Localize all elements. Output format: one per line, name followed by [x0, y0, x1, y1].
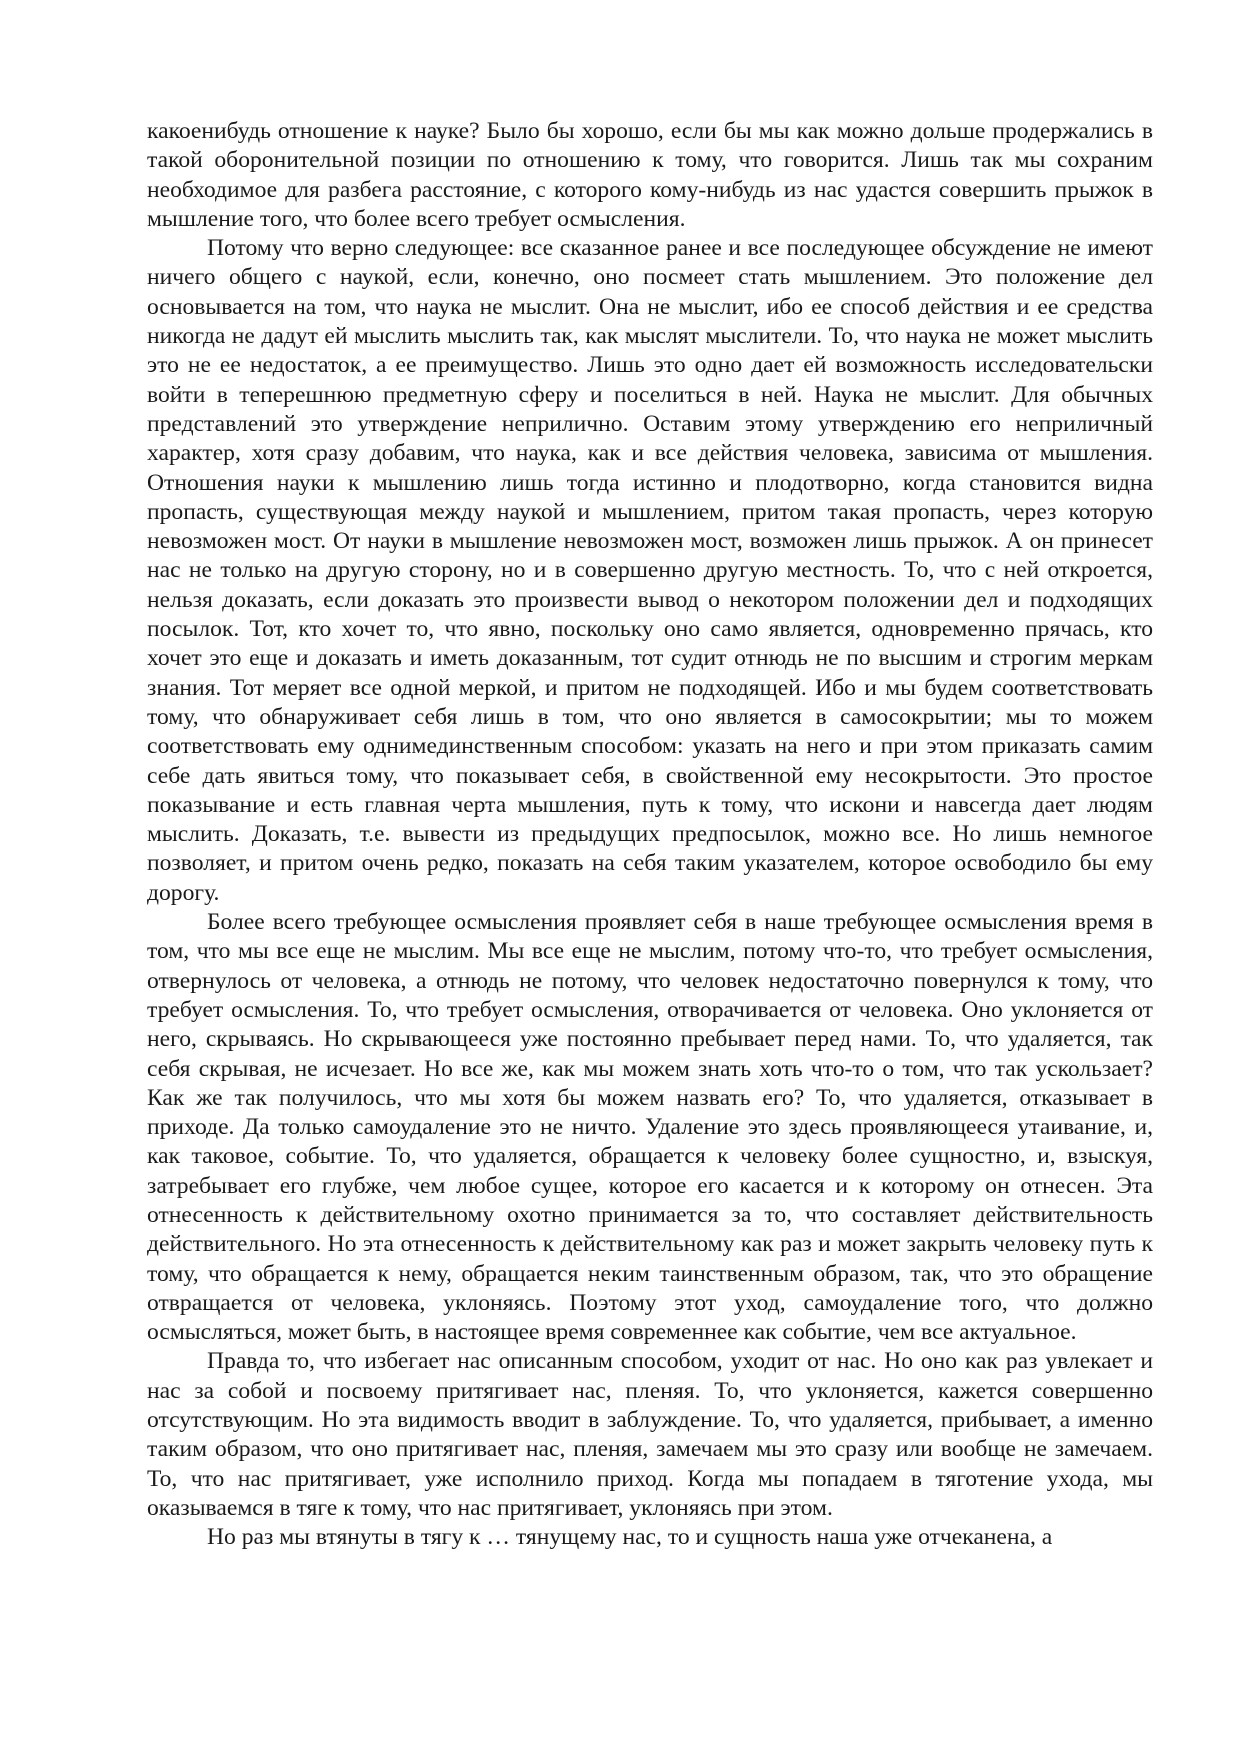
paragraph-5: Но раз мы втянуты в тягу к … тянущему нас, то и сущность наша уже отчеканена, а — [207, 1524, 1053, 1551]
paragraph-3: Более всего требующее осмысления проявляет себя в наше требующее осмысления время в том, что мы все еще не мыслим. Мы все еще не мыслим, потому что-то, что требует осмысления, отвернулось от человека, а отнюдь не потому, что человек недостаточно повернулся к тому, что требует осмысления. То, что требует осмысления, отворачивается от человека. Оно уклоняется от него, скрываясь. Но скрывающееся уже постоянно пребывает перед нами. То, что удаляется, так себя скрывая, не исчезает. Но все же, как мы можем знать хоть что-то о том, что так ускользает? Как же так получилось, что мы хотя бы можем назвать его? То, что удаляется, отказывает в приходе. Да только самоудаление это не ничто. Удаление это здесь проявляющееся утаивание, и, как таковое, событие. То, что удаляется, обращается к человеку более сущностно, и, взыскуя, затребывает его глубже, чем любое сущее, которое его касается и к которому он отнесен. Эта отнесенность к действительному охотно принимается за то, что составляет действительность действительного. Но эта отнесенность к действительному как раз и может закрыть человеку путь к тому, что обращается к нему, обращается неким таинственным образом, так, что это обращение отвращается от человека, уклоняясь. Поэтому этот уход, самоудаление того, что должно осмысляться, может быть, в настоящее время современнее как событие, чем все актуальное. — [147, 909, 1153, 1346]
paragraph-2: Потому что верно следующее: все сказанное ранее и все последующее обсуждение не имеют ничего общего с наукой, если, конечно, оно посмеет стать мышлением. Это положение дел основывается на том, что наука не мыслит. Она не мыслит, ибо ее способ действия и ее средства никогда не дадут ей мыслить мыслить так, как мыслят мыслители. То, что наука не может мыслить это не ее недостаток, а ее преимущество. Лишь это одно дает ей возможность исследовательски войти в теперешнюю предметную сферу и поселиться в ней. Наука не мыслит. Для обычных представлений это утверждение неприлично. Оставим этому утверждению его неприличный характер, хотя сразу добавим, что наука, как и все действия человека, зависима от мышления. Отношения науки к мышлению лишь тогда истинно и плодотворно, когда становится видна пропасть, существующая между наукой и мышлением, притом такая пропасть, через которую невозможен мост. От науки в мышление невозможен мост, возможен лишь прыжок. А он принесет нас не только на другую сторону, но и в совершенно другую местность. То, что с ней откроется, нельзя доказать, если доказать это произвести вывод о некотором положении дел и подходящих посылок. Тот, кто хочет то, что явно, поскольку оно само является, одновременно прячась, кто хочет это еще и доказать и иметь доказанным, тот судит отнюдь не по высшим и строгим меркам знания. Тот меряет все одной меркой, и притом не подходящей. Ибо и мы будем соответствовать тому, что обнаруживает себя лишь в том, что оно является в самосокрытии; мы то можем соответствовать ему однимединственным способом: указать на него и при этом приказать самим себе дать явиться тому, что показывает себя, в свойственной ему несокрытости. Это простое показывание и есть главная черта мышления, путь к тому, что искони и навсегда дает людям мыслить. Доказать, т.е. вывести из предыдущих предпосылок, можно все. Но лишь немногое позволяет, и притом очень редко, показать на себя таким указателем, которое освободило бы ему дорогу. — [147, 235, 1153, 906]
paragraph-4: Правда то, что избегает нас описанным способом, уходит от нас. Но оно как раз увлекает и нас за собой и посвоему притягивает нас, пленяя. То, что уклоняется, кажется совершенно отсутствующим. Но эта видимость вводит в заблуждение. То, что удаляется, прибывает, а именно таким образом, что оно притягивает нас, пленяя, замечаем мы это сразу или вообще не замечаем. То, что нас притягивает, уже исполнило приход. Когда мы попадаем в тяготение ухода, мы оказываемся в тяге к тому, что нас притягивает, уклоняясь при этом. — [147, 1348, 1153, 1521]
document-body — [147, 117, 1153, 1553]
paragraph-1: какоенибудь отношение к науке? Было бы хорошо, если бы мы как можно дольше продержались в такой оборонительной позиции по отношению к тому, что говорится. Лишь так мы сохраним необходимое для разбега расстояние, с которого кому-нибудь из нас удастся совершить прыжок в мышление того, что более всего требует осмысления. — [147, 118, 1153, 232]
